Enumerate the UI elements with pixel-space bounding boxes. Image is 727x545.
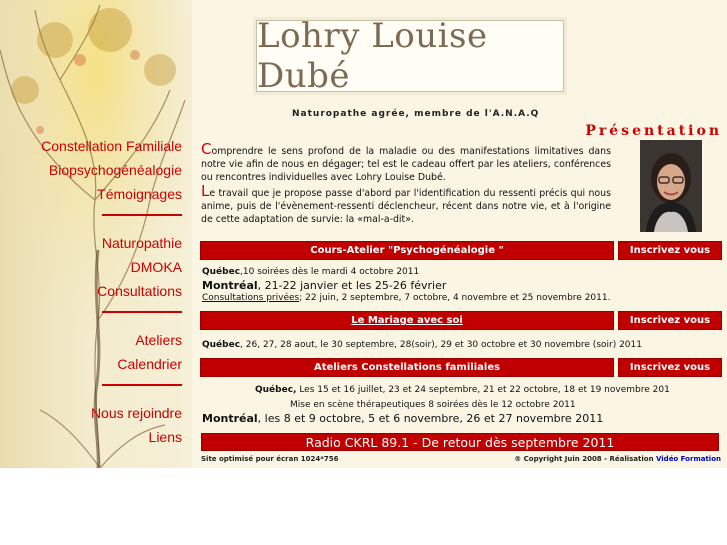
consultations-link[interactable]: Consultations privées: [202, 293, 300, 303]
portrait-photo: [640, 140, 702, 232]
city-label: Montréal: [202, 412, 258, 425]
event-bar-psychogenealogie: Cours-Atelier "Psychogénéalogie ": [200, 241, 614, 260]
event-bar-mariage: [200, 311, 614, 330]
nav-ateliers[interactable]: Ateliers: [135, 332, 182, 348]
nav-biopsychogenealogie[interactable]: Biopsychogénéalogie: [48, 162, 182, 178]
event-bar-constellations: Ateliers Constellations familiales: [200, 358, 614, 377]
city-label: Québec: [202, 340, 241, 350]
logo-text: Lohry Louise Dubé: [257, 16, 488, 96]
event-dates: ,10 soirées dès le mardi 4 octobre 2011: [240, 267, 420, 277]
signup-button-constellations[interactable]: Inscrivez vous: [618, 358, 722, 377]
event-dates: , les 8 et 9 octobre, 5 et 6 novembre, 26 et 27 novembre 2011: [257, 412, 604, 425]
sidebar: [0, 0, 192, 468]
main-content: [192, 0, 727, 468]
section-title: Présentation: [585, 123, 722, 139]
footer-copyright: [514, 455, 721, 463]
event-line: Mise en scène thérapeutiques 8 soirées dès le 12 octobre 2011: [290, 400, 576, 410]
nav-dmoka[interactable]: DMOKA: [130, 259, 182, 275]
radio-banner[interactable]: Radio CKRL 89.1 - De retour dès septembre 2011: [201, 433, 719, 451]
drop-cap: L: [201, 182, 210, 200]
mariage-link[interactable]: Le Mariage avec soi: [351, 315, 463, 326]
city-label: Québec: [202, 267, 241, 277]
subtitle: Naturopathe agrée, membre de l'A.N.A.Q: [292, 109, 540, 119]
event-line: [202, 279, 446, 292]
signup-button-mariage[interactable]: Inscrivez vous: [618, 311, 722, 330]
event-line: [202, 267, 419, 277]
event-line: [255, 385, 670, 395]
intro-paragraph-1: [201, 140, 611, 184]
nav-calendrier[interactable]: Calendrier: [117, 356, 182, 372]
copyright-text: ® Copyright Juin 2008 - Réalisation: [514, 455, 656, 463]
signup-button-psychogenealogie[interactable]: Inscrivez vous: [618, 241, 722, 260]
drop-cap: C: [201, 140, 212, 158]
city-label: Québec,: [255, 385, 297, 395]
footer-resolution-note: Site optimisé pour écran 1024*756: [201, 455, 339, 463]
nav-constellation-familiale[interactable]: Constellation Familiale: [41, 138, 182, 154]
event-dates: ; 22 juin, 2 septembre, 7 octobre, 4 novembre et 25 novembre 2011.: [299, 293, 611, 303]
intro-p1-text: omprendre le sens profond de la maladie ou des manifestations limitatives dans notre vie afin de nous en dégager; tel est le cadeau offert par les ateliers, conférences ou rencontres individuelles avec Lohry Louise Dubé.: [201, 146, 611, 183]
logo: [256, 16, 564, 96]
event-dates: Les 15 et 16 juillet, 23 et 24 septembre, 21 et 22 octobre, 18 et 19 novembre 201: [296, 385, 670, 395]
nav-liens[interactable]: Liens: [148, 429, 182, 445]
nav-consultations[interactable]: Consultations: [97, 283, 182, 299]
intro-paragraph-2: [201, 182, 611, 226]
credits-link[interactable]: Vidéo Formation: [655, 455, 721, 463]
tree-artwork: [0, 0, 192, 468]
nav-nous-rejoindre[interactable]: Nous rejoindre: [90, 405, 182, 421]
event-line: [202, 340, 642, 350]
event-dates: , 26, 27, 28 aout, le 30 septembre, 28(soir), 29 et 30 octobre et 30 novembre (soir) 2011: [240, 340, 642, 350]
nav-temoignages[interactable]: Témoignages: [97, 186, 182, 202]
nav-naturopathie[interactable]: Naturopathie: [101, 235, 182, 251]
event-line: [202, 293, 610, 303]
nav-divider: [102, 384, 182, 386]
nav-divider: [102, 214, 182, 216]
event-line: [202, 412, 603, 425]
intro-p2-text: e travail que je propose passe d'abord par l'identification du ressenti précis qui nous anime, puis de l'évènement-ressenti déclencheur, récent dans notre vie, et à l'origine de cette adaptation de survie: la «mal-a-dit».: [201, 188, 611, 225]
nav-divider: [102, 311, 182, 313]
city-label: Montréal: [202, 279, 258, 292]
intro-text: [201, 140, 611, 227]
event-dates: , 21-22 janvier et les 25-26 février: [257, 279, 447, 292]
